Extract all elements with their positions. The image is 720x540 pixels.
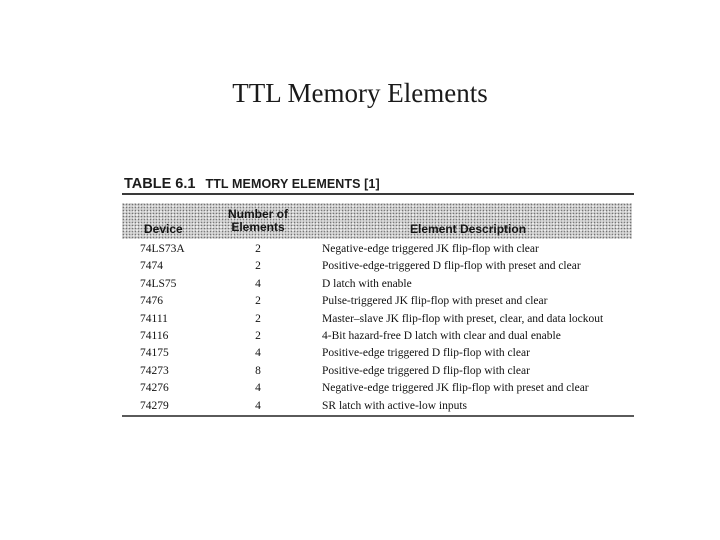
table-row bbox=[122, 293, 634, 310]
table-title: TTL MEMORY ELEMENTS [1] bbox=[205, 177, 380, 191]
cell-count: 2 bbox=[255, 243, 261, 255]
cell-description: Negative-edge triggered JK flip-flop with preset and clear bbox=[322, 382, 589, 395]
cell-count: 2 bbox=[255, 295, 261, 308]
cell-count: 4 bbox=[255, 382, 261, 395]
header-number-line2: Elements bbox=[231, 220, 285, 234]
cell-device: 74LS75 bbox=[140, 277, 177, 290]
cell-count: 2 bbox=[255, 329, 261, 342]
cell-description: 4-Bit hazard-free D latch with clear and dual enable bbox=[322, 329, 561, 342]
header-number-line1: Number of bbox=[228, 207, 288, 221]
cell-description: Negative-edge triggered JK flip-flop with clear bbox=[322, 243, 539, 255]
cell-description: D latch with enable bbox=[322, 277, 412, 290]
table-row bbox=[122, 328, 634, 345]
cell-device: 74276 bbox=[140, 382, 169, 395]
cell-description: Positive-edge triggered D flip-flop with clear bbox=[322, 347, 530, 360]
slide-title: TTL Memory Elements bbox=[232, 78, 488, 108]
table-header-band bbox=[122, 203, 632, 239]
table-row bbox=[122, 258, 634, 275]
cell-device: 74LS73A bbox=[140, 243, 185, 255]
cell-count: 8 bbox=[255, 364, 261, 377]
cell-device: 7474 bbox=[140, 260, 163, 273]
table-top-rule bbox=[122, 193, 634, 195]
table-row bbox=[122, 363, 634, 380]
cell-count: 4 bbox=[255, 277, 261, 290]
cell-description: Positive-edge-triggered D flip-flop with preset and clear bbox=[322, 260, 581, 273]
table-row bbox=[122, 311, 634, 328]
cell-count: 4 bbox=[255, 399, 261, 412]
cell-count: 4 bbox=[255, 347, 261, 360]
cell-count: 2 bbox=[255, 312, 261, 325]
cell-device: 74116 bbox=[140, 329, 169, 342]
cell-description: Master–slave JK flip-flop with preset, clear, and data lockout bbox=[322, 312, 604, 325]
table-caption bbox=[124, 175, 380, 195]
table-number: TABLE 6.1 bbox=[124, 176, 196, 192]
header-number-of-elements bbox=[226, 208, 290, 234]
cell-description: SR latch with active-low inputs bbox=[322, 399, 468, 412]
cell-device: 74279 bbox=[140, 399, 169, 412]
table-bottom-rule bbox=[122, 415, 634, 417]
table-row bbox=[122, 241, 634, 258]
table-row bbox=[122, 398, 634, 415]
cell-description: Pulse-triggered JK flip-flop with preset and clear bbox=[322, 295, 548, 308]
cell-device: 74273 bbox=[140, 364, 169, 377]
cell-device: 74175 bbox=[140, 347, 169, 360]
header-element-description: Element Description bbox=[410, 222, 527, 236]
cell-device: 7476 bbox=[140, 295, 163, 308]
header-device: Device bbox=[144, 222, 183, 236]
table-row bbox=[122, 276, 634, 293]
cell-count: 2 bbox=[255, 260, 261, 273]
table-figure bbox=[122, 174, 634, 420]
table-body bbox=[122, 241, 634, 415]
table-row bbox=[122, 345, 634, 362]
cell-description: Positive-edge triggered D flip-flop with clear bbox=[322, 364, 530, 377]
cell-device: 74111 bbox=[140, 312, 168, 325]
table-row bbox=[122, 380, 634, 397]
